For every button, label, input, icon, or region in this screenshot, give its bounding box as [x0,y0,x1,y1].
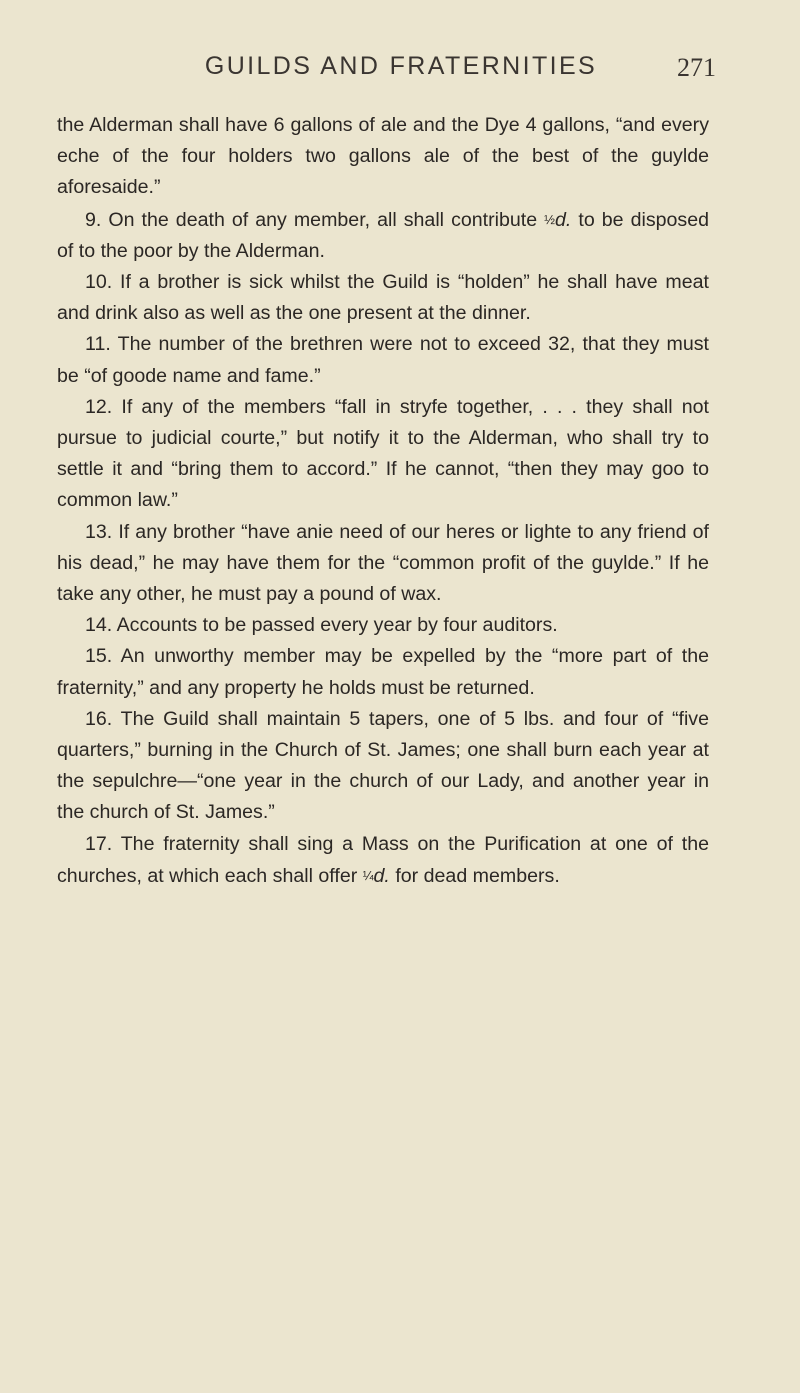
running-head [86,52,716,92]
body-text [57,110,709,892]
rule-item-11: 11. The number of the brethren were not to exceed 32, that they must be “of goode name and fame.” [57,333,709,387]
rule-item-17 [57,829,709,892]
page-number: 271 [677,53,716,82]
rule-item-9-text-end: to be disposed of to the poor by the Alderman. [57,208,709,262]
rule-item-17-text-end: for dead members. [389,864,560,887]
rule-item-9-text: 9. On the death of any member, all shall contribute [85,208,545,231]
running-head-title: GUILDS AND FRATERNITIES [204,52,598,80]
rule-item-12: 12. If any of the members “fall in stryfe together, . . . they shall not pursue to judicial courte,” but notify it to the Alderman, who shall try to settle it and “bring them to accord.” If he cannot, “then they may goo to common law.” [57,395,709,512]
fraction-half: ½ [544,211,555,227]
rule-item-15: 15. An unworthy member may be expelled by the “more part of the fraternity,” and any property he holds must be returned. [57,645,709,699]
paragraph-continuation: the Alderman shall have 6 gallons of ale and the Dye 4 gallons, “and every eche of the four holders two gallons ale of the best of the guylde aforesaide.” [57,114,709,199]
pence-unit: d. [555,208,572,231]
fraction-quarter: ¼ [362,867,374,883]
rule-item-13: 13. If any brother “have anie need of our heres or lighte to any friend of his dead,” he may have them for the “common profit of the guylde.” If he take any other, he must pay a pound of wax. [57,520,709,606]
rule-item-14: 14. Accounts to be passed every year by four auditors. [85,614,558,637]
rule-item-17-text: 17. The fraternity shall sing a Mass on the Purification at one of the churches, at which each shall offer [57,832,709,887]
pence-unit: d. [373,864,390,887]
rule-item-16: 16. The Guild shall maintain 5 tapers, one of 5 lbs. and four of “five quarters,” burning in the Church of St. James; one shall burn each year at the sepulchre—“one year in the church of our Lady, and another year in the church of St. James.” [57,707,709,824]
rule-item-9 [57,204,709,267]
rule-item-10: 10. If a brother is sick whilst the Guild is “holden” he shall have meat and drink also as well as the one present at the dinner. [57,271,709,325]
